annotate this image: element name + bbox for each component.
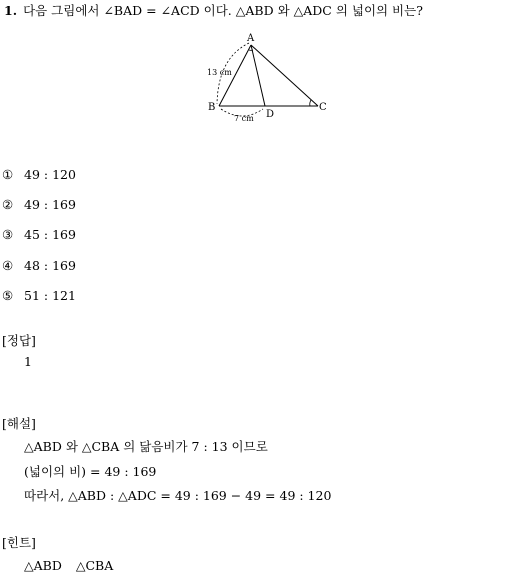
explanation-section (2, 416, 331, 513)
choice-mark: ③ (2, 227, 24, 243)
hint-section (2, 535, 123, 574)
vertex-label-a: A (246, 33, 255, 44)
choice-list (2, 167, 76, 318)
choice-value: 49 : 120 (24, 167, 76, 183)
triangle-diagram (200, 28, 340, 124)
choice-value: 49 : 169 (24, 197, 76, 213)
choice-4[interactable] (2, 258, 76, 288)
segment-ad-line (251, 45, 265, 106)
vertex-label-c: C (319, 102, 327, 113)
answer-section (2, 333, 36, 370)
side-ac-line (251, 45, 318, 106)
hint-item: △ABD (24, 558, 62, 573)
explanation-label: [해설] (2, 416, 331, 432)
hint-body (2, 558, 123, 574)
side-ab-label: 13 cm (207, 68, 232, 77)
hint-label: [힌트] (2, 535, 123, 551)
choice-3[interactable] (2, 227, 76, 257)
side-bd-label: 7 cm (234, 114, 254, 123)
answer-value: 1 (2, 354, 36, 370)
explanation-body (2, 439, 331, 513)
explanation-line: 따라서, △ABD : △ADC = 49 : 169 − 49 = 49 : 120 (24, 488, 331, 513)
choice-mark: ① (2, 167, 24, 183)
choice-value: 45 : 169 (24, 227, 76, 243)
choice-mark: ② (2, 197, 24, 213)
choice-value: 51 : 121 (24, 288, 76, 304)
hint-item: △CBA (76, 558, 113, 573)
choice-2[interactable] (2, 197, 76, 227)
choice-mark: ④ (2, 258, 24, 274)
question-text: 다음 그림에서 ∠BAD = ∠ACD 이다. △ABD 와 △ADC 의 넓이의 비는? (23, 3, 423, 18)
choice-mark: ⑤ (2, 288, 24, 304)
question (4, 3, 520, 19)
explanation-line: (넓이의 비) = 49 : 169 (24, 464, 331, 489)
question-number: 1. (4, 3, 17, 18)
angle-mark-c (310, 100, 311, 106)
triangle-figure (200, 28, 340, 124)
vertex-label-d: D (266, 109, 274, 120)
choice-1[interactable] (2, 167, 76, 197)
choice-value: 48 : 169 (24, 258, 76, 274)
explanation-line: △ABD 와 △CBA 의 닮음비가 7 : 13 이므로 (24, 439, 331, 464)
answer-label: [정답] (2, 333, 36, 349)
choice-5[interactable] (2, 288, 76, 318)
vertex-label-b: B (208, 102, 215, 113)
